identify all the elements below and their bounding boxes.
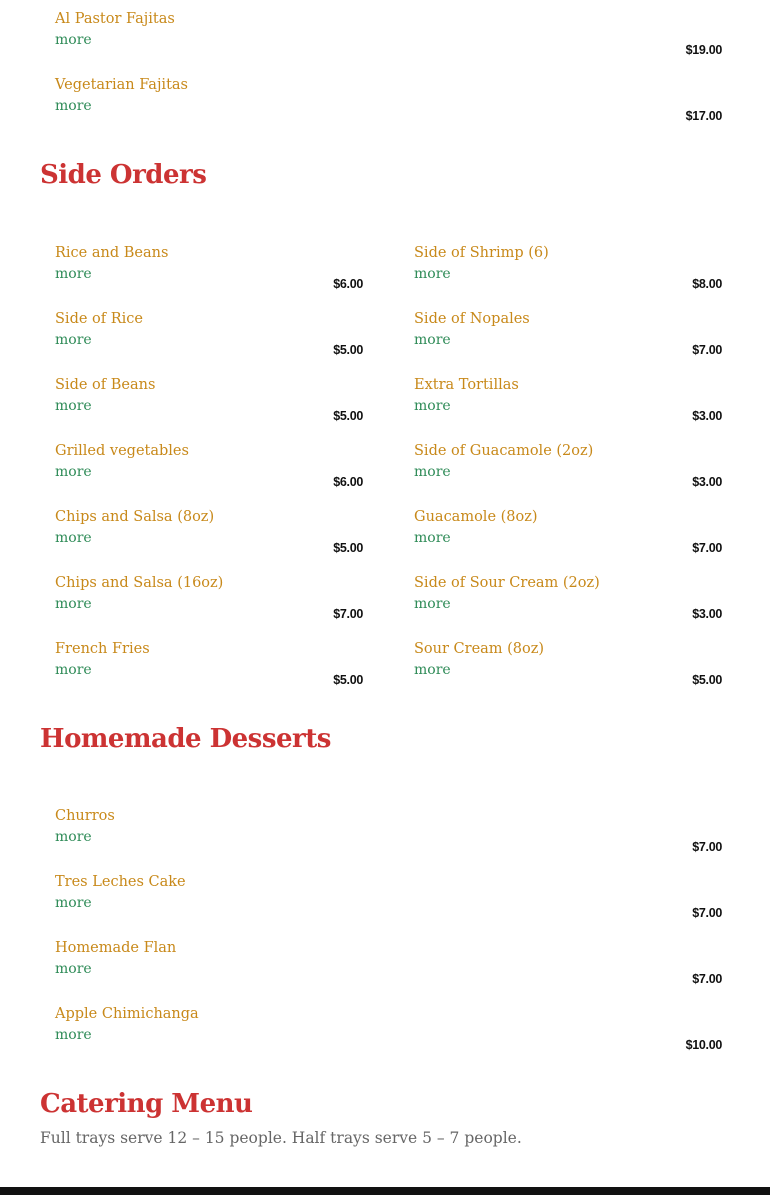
more-link[interactable]: more	[55, 464, 92, 480]
menu-item-side-of-nopales	[414, 311, 722, 361]
item-price: $5.00	[692, 673, 722, 687]
menu-item-al-pastor-fajitas	[55, 11, 722, 61]
item-price: $7.00	[333, 607, 363, 621]
menu-item-side-of-shrimp	[414, 245, 722, 295]
menu-item-churros	[55, 808, 722, 858]
more-link[interactable]: more	[414, 464, 451, 480]
item-name[interactable]: Extra Tortillas	[414, 377, 519, 393]
item-price: $10.00	[685, 1038, 722, 1052]
item-price: $8.00	[692, 277, 722, 291]
item-price: $3.00	[692, 409, 722, 423]
more-link[interactable]: more	[55, 1027, 92, 1043]
item-price: $7.00	[692, 541, 722, 555]
menu-item-side-of-sour-cream-2oz	[414, 575, 722, 625]
more-link[interactable]: more	[55, 662, 92, 678]
item-name[interactable]: Grilled vegetables	[55, 443, 189, 459]
item-name[interactable]: Sour Cream (8oz)	[414, 641, 545, 657]
menu-item-homemade-flan	[55, 940, 722, 990]
item-name[interactable]: Chips and Salsa (8oz)	[55, 509, 215, 525]
more-link[interactable]: more	[55, 332, 92, 348]
item-name[interactable]: Side of Guacamole (2oz)	[414, 443, 594, 459]
item-name[interactable]: Side of Beans	[55, 377, 156, 393]
more-link[interactable]: more	[414, 596, 451, 612]
item-price: $5.00	[333, 673, 363, 687]
more-link[interactable]: more	[414, 530, 451, 546]
more-link[interactable]: more	[414, 398, 451, 414]
menu-item-guacamole-8oz	[414, 509, 722, 559]
menu-item-extra-tortillas	[414, 377, 722, 427]
menu-item-french-fries	[55, 641, 363, 691]
more-link[interactable]: more	[55, 961, 92, 977]
item-price: $17.00	[685, 109, 722, 123]
menu-item-side-of-rice	[55, 311, 363, 361]
more-link[interactable]: more	[55, 98, 92, 114]
item-name[interactable]: Tres Leches Cake	[55, 874, 186, 890]
menu-item-tres-leches-cake	[55, 874, 722, 924]
item-name[interactable]: Chips and Salsa (16oz)	[55, 575, 224, 591]
item-name[interactable]: Side of Nopales	[414, 311, 530, 327]
item-price: $7.00	[692, 906, 722, 920]
item-name[interactable]: Side of Sour Cream (2oz)	[414, 575, 600, 591]
item-price: $7.00	[692, 972, 722, 986]
more-link[interactable]: more	[55, 398, 92, 414]
menu-item-sour-cream-8oz	[414, 641, 722, 691]
more-link[interactable]: more	[55, 596, 92, 612]
section-title-catering-menu: Catering Menu	[40, 1089, 253, 1119]
item-name[interactable]: Apple Chimichanga	[55, 1006, 199, 1022]
menu-item-grilled-vegetables	[55, 443, 363, 493]
item-price: $3.00	[692, 475, 722, 489]
menu-item-side-of-beans	[55, 377, 363, 427]
item-price: $19.00	[685, 43, 722, 57]
item-price: $3.00	[692, 607, 722, 621]
menu-item-vegetarian-fajitas	[55, 77, 722, 127]
item-price: $7.00	[692, 840, 722, 854]
item-name[interactable]: Side of Rice	[55, 311, 144, 327]
item-price: $5.00	[333, 343, 363, 357]
item-name[interactable]: Side of Shrimp (6)	[414, 245, 549, 261]
more-link[interactable]: more	[55, 530, 92, 546]
item-name[interactable]: French Fries	[55, 641, 150, 657]
more-link[interactable]: more	[55, 829, 92, 845]
menu-item-chips-and-salsa-8oz	[55, 509, 363, 559]
menu-item-side-of-guacamole-2oz	[414, 443, 722, 493]
item-name[interactable]: Rice and Beans	[55, 245, 169, 261]
item-name[interactable]: Homemade Flan	[55, 940, 177, 956]
item-price: $5.00	[333, 409, 363, 423]
item-price: $7.00	[692, 343, 722, 357]
menu-item-apple-chimichanga	[55, 1006, 722, 1056]
item-name[interactable]: Churros	[55, 808, 115, 824]
item-price: $6.00	[333, 277, 363, 291]
menu-item-chips-and-salsa-16oz	[55, 575, 363, 625]
more-link[interactable]: more	[55, 266, 92, 282]
more-link[interactable]: more	[55, 32, 92, 48]
section-title-homemade-desserts: Homemade Desserts	[40, 724, 331, 754]
item-price: $5.00	[333, 541, 363, 555]
item-name[interactable]: Vegetarian Fajitas	[55, 77, 188, 93]
section-title-side-orders: Side Orders	[40, 160, 207, 190]
item-name[interactable]: Guacamole (8oz)	[414, 509, 538, 525]
item-price: $6.00	[333, 475, 363, 489]
more-link[interactable]: more	[414, 266, 451, 282]
item-name[interactable]: Al Pastor Fajitas	[55, 11, 175, 27]
menu-item-rice-and-beans	[55, 245, 363, 295]
more-link[interactable]: more	[414, 332, 451, 348]
catering-note: Full trays serve 12 – 15 people. Half trays serve 5 – 7 people.	[40, 1129, 522, 1147]
more-link[interactable]: more	[55, 895, 92, 911]
more-link[interactable]: more	[414, 662, 451, 678]
bottom-bar	[0, 1187, 770, 1195]
